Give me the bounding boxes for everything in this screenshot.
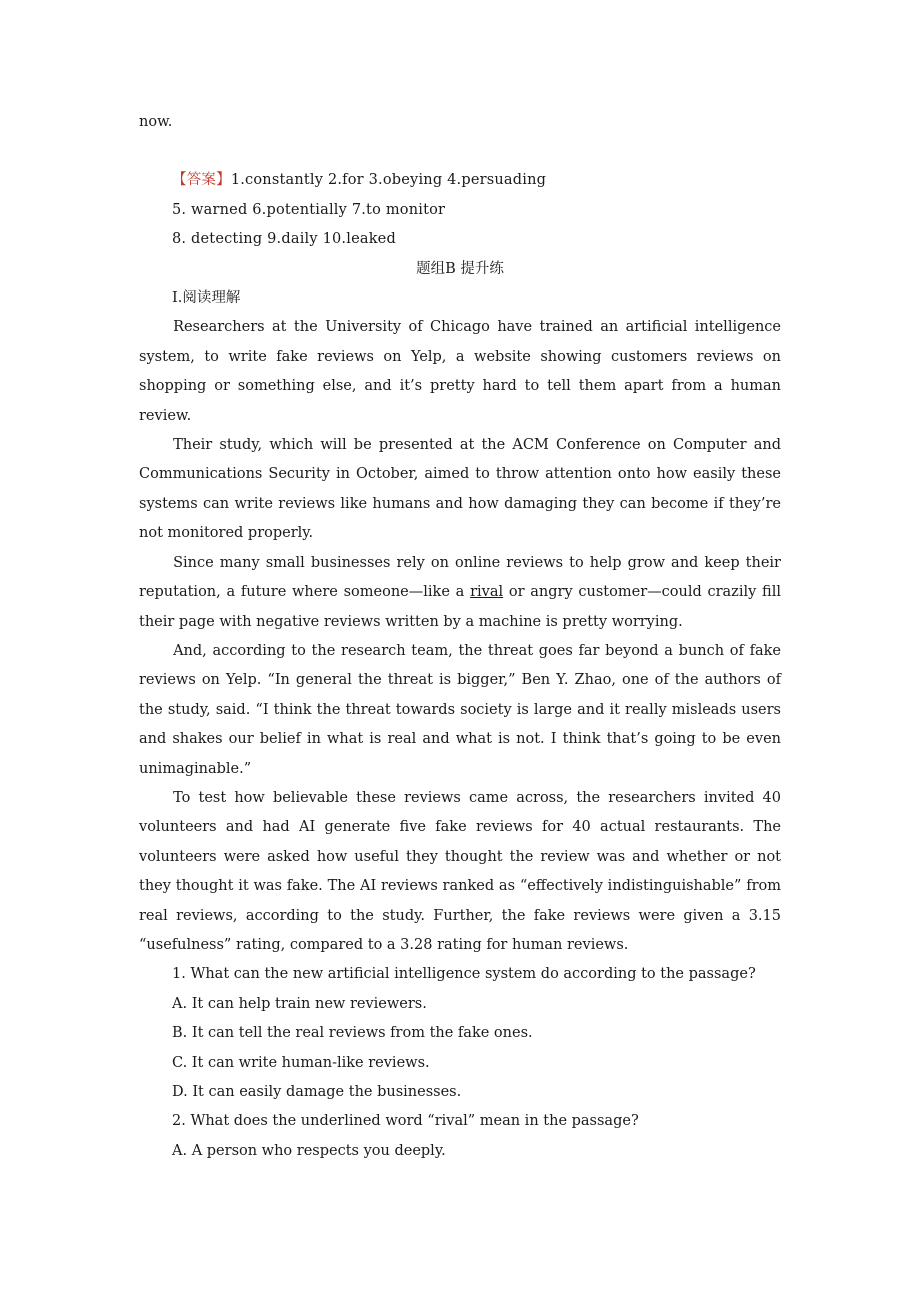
question-1-option-d: D. It can easily damage the businesses. bbox=[172, 1084, 462, 1100]
continued-text: now. bbox=[139, 114, 173, 130]
question-2-option-a: A. A person who respects you deeply. bbox=[172, 1142, 446, 1159]
question-1: 1. What can the new artificial intelligence system do according to the passage? bbox=[172, 966, 756, 983]
question-2: 2. What does the underlined word “rival” mean in the passage? bbox=[172, 1113, 639, 1130]
paragraph-3-text-before: Since many small businesses rely on online reviews to help grow and keep their reputation, a future where someone—like a bbox=[139, 554, 781, 601]
spacer bbox=[139, 137, 781, 166]
paragraph-5: To test how believable these reviews came across, the researchers invited 40 volunteers and had AI generate five fake reviews for 40 actual restaurants. The volunteers were asked how useful they thought the review was and whether or not they thought it was fake. The AI reviews ranked as “effectively indistinguishable” from real reviews, according to the study. Further, the fake reviews were given a 3.15 “usefulness” rating, compared to a 3.28 rating for human reviews. bbox=[139, 789, 781, 953]
paragraph-4: And, according to the research team, the threat goes far beyond a bunch of fake reviews on Yelp. “In general the threat is bigger,” Ben Y. Zhao, one of the authors of the study, said. “I think the threat towards society is large and it really misleads users and shakes our belief in what is real and what is not. I think that’s going to be even unimaginable.” bbox=[139, 642, 781, 777]
paragraph-3-text-after: or angry customer—could crazily fill their page with negative reviews written by a machine is pretty worrying. bbox=[139, 584, 781, 630]
paragraph-3 bbox=[139, 549, 781, 637]
question-1-option-c: C. It can write human-like reviews. bbox=[172, 1054, 430, 1071]
answer-row-2: 5. warned 6.potentially 7.to monitor bbox=[172, 201, 446, 218]
underlined-word: rival bbox=[470, 584, 504, 601]
answer-values-1: 1.constantly 2.for 3.obeying 4.persuading bbox=[230, 172, 547, 189]
answer-row-1 bbox=[139, 166, 781, 195]
question-1-option-a: A. It can help train new reviewers. bbox=[172, 995, 427, 1012]
section-title: 题组B 提升练 bbox=[416, 260, 504, 277]
answer-label: 【答案】 bbox=[172, 172, 231, 189]
paragraph-1: Researchers at the University of Chicago have trained an artificial intelligence system, to write fake reviews on Yelp, a website showing customers reviews on shopping or something else, and it’s pretty hard to tell them apart from a human review. bbox=[139, 319, 781, 424]
paragraph-2: Their study, which will be presented at the ACM Conference on Computer and Communications Security in October, aimed to throw attention onto how easily these systems can write reviews like humans and how damaging they can become if they’re not monitored properly. bbox=[139, 437, 781, 542]
document-page bbox=[139, 108, 781, 1166]
subsection-heading: Ⅰ.阅读理解 bbox=[172, 290, 241, 307]
question-1-option-b: B. It can tell the real reviews from the fake ones. bbox=[172, 1025, 533, 1042]
answer-row-3: 8. detecting 9.daily 10.leaked bbox=[172, 231, 396, 248]
